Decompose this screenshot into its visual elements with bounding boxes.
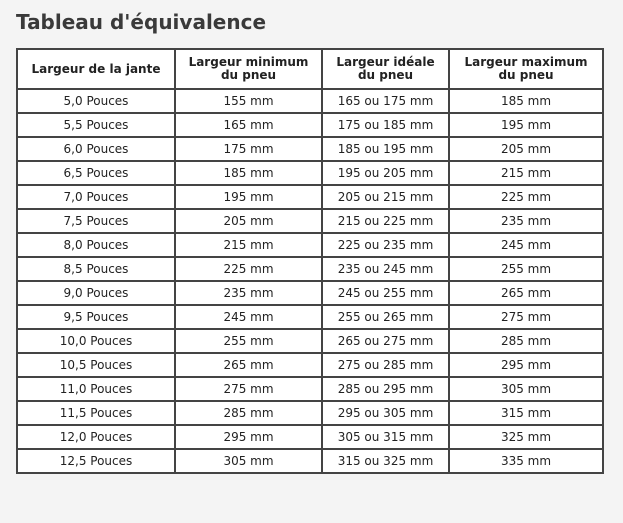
table-row: [17, 209, 603, 233]
max-tire-width-cell: 265 mm: [449, 281, 603, 305]
rim-width-cell: 11,0 Pouces: [17, 377, 175, 401]
rim-width-cell: 8,5 Pouces: [17, 257, 175, 281]
table-row: [17, 185, 603, 209]
ideal-tire-width-cell: 285 ou 295 mm: [322, 377, 449, 401]
ideal-tire-width-cell: 275 ou 285 mm: [322, 353, 449, 377]
ideal-tire-width-cell: 245 ou 255 mm: [322, 281, 449, 305]
page-title: Tableau d'équivalence: [16, 10, 267, 34]
ideal-tire-width-cell: 165 ou 175 mm: [322, 89, 449, 113]
min-tire-width-cell: 295 mm: [175, 425, 322, 449]
table-row: [17, 137, 603, 161]
max-tire-width-cell: 275 mm: [449, 305, 603, 329]
table-row: [17, 377, 603, 401]
min-tire-width-cell: 155 mm: [175, 89, 322, 113]
min-tire-width-cell: 215 mm: [175, 233, 322, 257]
rim-width-cell: 7,5 Pouces: [17, 209, 175, 233]
table-row: [17, 89, 603, 113]
min-tire-width-cell: 225 mm: [175, 257, 322, 281]
table-row: [17, 425, 603, 449]
ideal-tire-width-cell: 235 ou 245 mm: [322, 257, 449, 281]
max-tire-width-cell: 215 mm: [449, 161, 603, 185]
min-tire-width-cell: 235 mm: [175, 281, 322, 305]
header-max-tire-width-line2: du pneu: [498, 68, 554, 82]
ideal-tire-width-cell: 255 ou 265 mm: [322, 305, 449, 329]
rim-width-cell: 10,5 Pouces: [17, 353, 175, 377]
table-row: [17, 233, 603, 257]
ideal-tire-width-cell: 195 ou 205 mm: [322, 161, 449, 185]
max-tire-width-cell: 255 mm: [449, 257, 603, 281]
max-tire-width-cell: 295 mm: [449, 353, 603, 377]
header-row: [17, 49, 603, 89]
header-max-tire-width: [449, 49, 603, 89]
table-row: [17, 353, 603, 377]
max-tire-width-cell: 315 mm: [449, 401, 603, 425]
max-tire-width-cell: 205 mm: [449, 137, 603, 161]
ideal-tire-width-cell: 225 ou 235 mm: [322, 233, 449, 257]
equivalence-table: [16, 48, 604, 474]
max-tire-width-cell: 285 mm: [449, 329, 603, 353]
header-ideal-tire-width-line1: Largeur idéale: [336, 55, 435, 69]
max-tire-width-cell: 325 mm: [449, 425, 603, 449]
rim-width-cell: 8,0 Pouces: [17, 233, 175, 257]
table-row: [17, 281, 603, 305]
ideal-tire-width-cell: 205 ou 215 mm: [322, 185, 449, 209]
min-tire-width-cell: 205 mm: [175, 209, 322, 233]
ideal-tire-width-cell: 185 ou 195 mm: [322, 137, 449, 161]
header-ideal-tire-width-line2: du pneu: [357, 68, 414, 82]
table-row: [17, 449, 603, 473]
max-tire-width-cell: 195 mm: [449, 113, 603, 137]
rim-width-cell: 5,0 Pouces: [17, 89, 175, 113]
rim-width-cell: 6,5 Pouces: [17, 161, 175, 185]
rim-width-cell: 5,5 Pouces: [17, 113, 175, 137]
rim-width-cell: 9,5 Pouces: [17, 305, 175, 329]
table-row: [17, 113, 603, 137]
ideal-tire-width-cell: 295 ou 305 mm: [322, 401, 449, 425]
ideal-tire-width-cell: 315 ou 325 mm: [322, 449, 449, 473]
max-tire-width-cell: 185 mm: [449, 89, 603, 113]
max-tire-width-cell: 335 mm: [449, 449, 603, 473]
table-body: [17, 89, 603, 473]
table-row: [17, 161, 603, 185]
header-rim-width: [17, 49, 175, 89]
header-min-tire-width-line2: du pneu: [220, 68, 277, 82]
min-tire-width-cell: 245 mm: [175, 305, 322, 329]
header-max-tire-width-line1: Largeur maximum: [464, 55, 588, 69]
table-row: [17, 329, 603, 353]
max-tire-width-cell: 235 mm: [449, 209, 603, 233]
rim-width-cell: 11,5 Pouces: [17, 401, 175, 425]
rim-width-cell: 12,5 Pouces: [17, 449, 175, 473]
header-rim-width-line1: Largeur de la jante: [31, 61, 161, 76]
rim-width-cell: 6,0 Pouces: [17, 137, 175, 161]
header-ideal-tire-width: [322, 49, 449, 89]
min-tire-width-cell: 255 mm: [175, 329, 322, 353]
ideal-tire-width-cell: 175 ou 185 mm: [322, 113, 449, 137]
ideal-tire-width-cell: 305 ou 315 mm: [322, 425, 449, 449]
rim-width-cell: 9,0 Pouces: [17, 281, 175, 305]
min-tire-width-cell: 175 mm: [175, 137, 322, 161]
ideal-tire-width-cell: 265 ou 275 mm: [322, 329, 449, 353]
min-tire-width-cell: 265 mm: [175, 353, 322, 377]
min-tire-width-cell: 195 mm: [175, 185, 322, 209]
min-tire-width-cell: 285 mm: [175, 401, 322, 425]
min-tire-width-cell: 305 mm: [175, 449, 322, 473]
max-tire-width-cell: 245 mm: [449, 233, 603, 257]
min-tire-width-cell: 165 mm: [175, 113, 322, 137]
rim-width-cell: 7,0 Pouces: [17, 185, 175, 209]
min-tire-width-cell: 275 mm: [175, 377, 322, 401]
table-row: [17, 257, 603, 281]
max-tire-width-cell: 305 mm: [449, 377, 603, 401]
max-tire-width-cell: 225 mm: [449, 185, 603, 209]
ideal-tire-width-cell: 215 ou 225 mm: [322, 209, 449, 233]
header-min-tire-width: [175, 49, 322, 89]
min-tire-width-cell: 185 mm: [175, 161, 322, 185]
header-min-tire-width-line1: Largeur minimum: [188, 55, 309, 69]
rim-width-cell: 12,0 Pouces: [17, 425, 175, 449]
table-row: [17, 305, 603, 329]
rim-width-cell: 10,0 Pouces: [17, 329, 175, 353]
table-row: [17, 401, 603, 425]
